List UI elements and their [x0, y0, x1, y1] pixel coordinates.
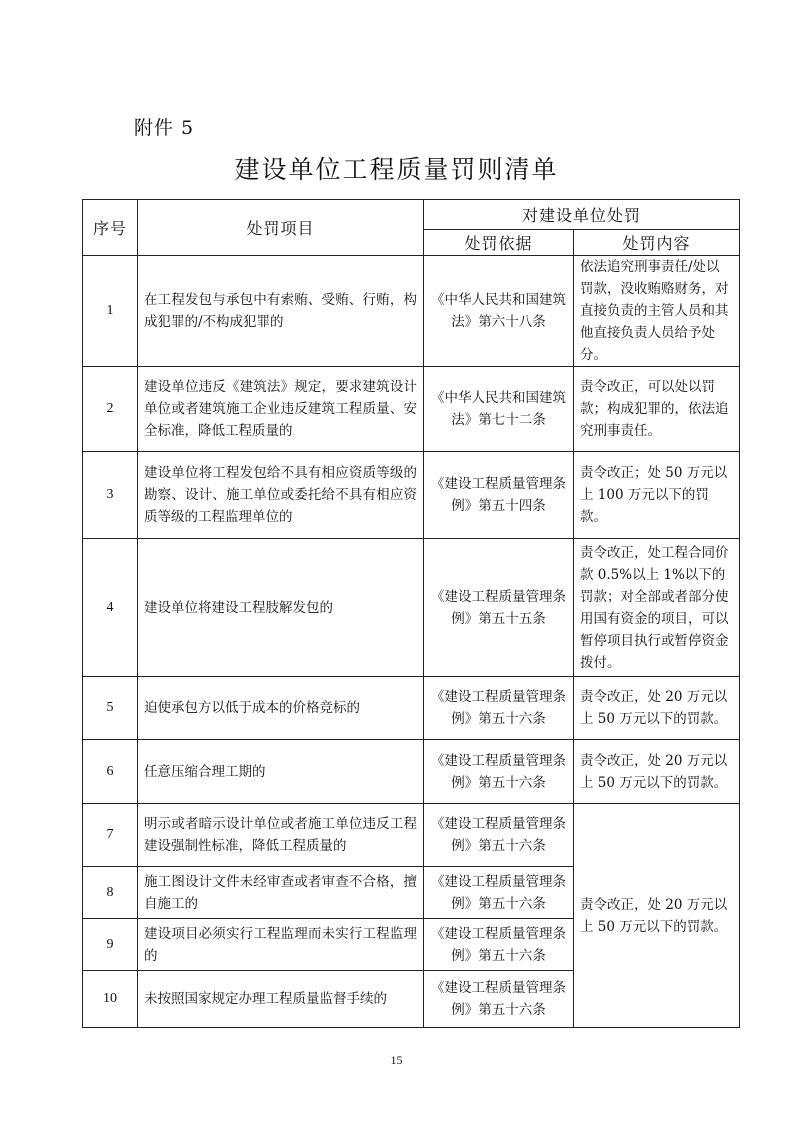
row-item: 建设单位将建设工程肢解发包的 — [138, 539, 424, 677]
row-item: 在工程发包与承包中有索贿、受贿、行贿，构成犯罪的/不构成犯罪的 — [138, 256, 424, 367]
row-item: 建设单位违反《建筑法》规定，要求建筑设计单位或者建筑施工企业违反建筑工程质量、安全标准，降低工程质量的 — [138, 367, 424, 452]
row-item: 明示或者暗示设计单位或者施工单位违反工程建设强制性标准，降低工程质量的 — [138, 804, 424, 867]
row-item: 迫使承包方以低于成本的价格竞标的 — [138, 677, 424, 740]
row-item: 建设单位将工程发包给不具有相应资质等级的勘察、设计、施工单位或委托给不具有相应资质等级的工程监理单位的 — [138, 452, 424, 539]
header-row — [83, 200, 740, 230]
row-no: 3 — [83, 452, 138, 539]
row-content: 责令改正；处 50 万元以上 100 万元以下的罚款。 — [574, 452, 740, 539]
row-item: 任意压缩合理工期的 — [138, 740, 424, 804]
row-basis: 《中华人民共和国建筑法》第六十八条 — [424, 256, 574, 367]
row-content: 责令改正，处 20 万元以上 50 万元以下的罚款。 — [574, 677, 740, 740]
table-row — [83, 256, 740, 367]
row-no: 6 — [83, 740, 138, 804]
table-row — [83, 677, 740, 740]
row-basis: 《建设工程质量管理条例》第五十六条 — [424, 867, 574, 919]
header-content: 处罚内容 — [574, 230, 740, 256]
row-no: 2 — [83, 367, 138, 452]
row-basis: 《建设工程质量管理条例》第五十六条 — [424, 919, 574, 971]
row-no: 8 — [83, 867, 138, 919]
row-content: 责令改正，处工程合同价款 0.5%以上 1%以下的罚款；对全部或者部分使用国有资金的项目，可以暂停项目执行或暂停资金拨付。 — [574, 539, 740, 677]
header-item: 处罚项目 — [138, 200, 424, 256]
row-item: 施工图设计文件未经审查或者审查不合格，擅自施工的 — [138, 867, 424, 919]
row-content: 责令改正，可以处以罚款；构成犯罪的，依法追究刑事责任。 — [574, 367, 740, 452]
row-no: 7 — [83, 804, 138, 867]
table-row — [83, 452, 740, 539]
row-no: 10 — [83, 971, 138, 1028]
row-basis: 《中华人民共和国建筑法》第七十二条 — [424, 367, 574, 452]
penalty-table — [82, 199, 740, 1028]
row-no: 1 — [83, 256, 138, 367]
header-basis: 处罚依据 — [424, 230, 574, 256]
row-basis: 《建设工程质量管理条例》第五十六条 — [424, 677, 574, 740]
row-content: 责令改正，处 20 万元以上 50 万元以下的罚款。 — [574, 740, 740, 804]
row-no: 9 — [83, 919, 138, 971]
table-row — [83, 367, 740, 452]
table-row — [83, 539, 740, 677]
page-number: 15 — [390, 1053, 403, 1067]
row-item: 建设项目必须实行工程监理而未实行工程监理的 — [138, 919, 424, 971]
row-content-merged: 责令改正，处 20 万元以上 50 万元以下的罚款。 — [574, 804, 740, 1028]
row-basis: 《建设工程质量管理条例》第五十六条 — [424, 971, 574, 1028]
table-row — [83, 740, 740, 804]
attachment-label: 附件 5 — [134, 117, 195, 139]
row-basis: 《建设工程质量管理条例》第五十四条 — [424, 452, 574, 539]
table-row — [83, 804, 740, 867]
row-basis: 《建设工程质量管理条例》第五十六条 — [424, 740, 574, 804]
header-no: 序号 — [83, 200, 138, 256]
row-item: 未按照国家规定办理工程质量监督手续的 — [138, 971, 424, 1028]
document-title: 建设单位工程质量罚则清单 — [234, 155, 559, 184]
row-basis: 《建设工程质量管理条例》第五十六条 — [424, 804, 574, 867]
header-group: 对建设单位处罚 — [424, 200, 740, 230]
row-content: 依法追究刑事责任/处以罚款，没收贿赂财务，对直接负责的主管人员和其他直接负责人员给予处分。 — [574, 256, 740, 367]
row-no: 4 — [83, 539, 138, 677]
row-basis: 《建设工程质量管理条例》第五十五条 — [424, 539, 574, 677]
row-no: 5 — [83, 677, 138, 740]
